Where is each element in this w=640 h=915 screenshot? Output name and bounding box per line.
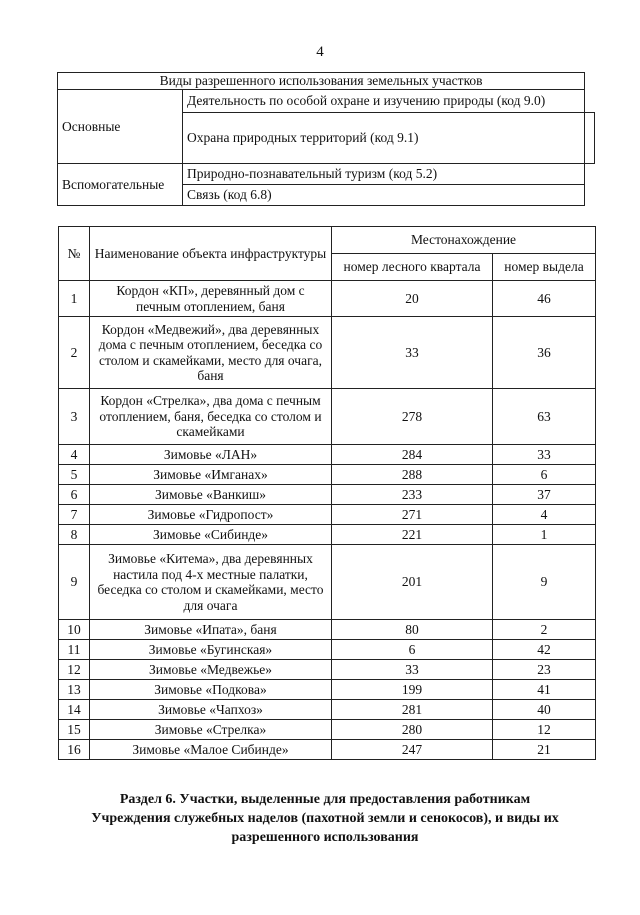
table-row (59, 680, 596, 700)
object-name: Зимовье «Сибинде» (90, 525, 332, 545)
table-row (59, 720, 596, 740)
header-num: № (59, 227, 90, 281)
object-name: Зимовье «Чапхоз» (90, 700, 332, 720)
forest-quarter: 20 (332, 281, 493, 317)
forest-section: 1 (493, 525, 596, 545)
forest-section: 41 (493, 680, 596, 700)
aux-use-item: Связь (код 6.8) (183, 185, 585, 206)
forest-quarter: 199 (332, 680, 493, 700)
object-name: Зимовье «Китема», два деревянных настила под 4-х местные палатки, беседка со столом и скамейками, место для очага (90, 545, 332, 620)
row-number: 16 (59, 740, 90, 760)
row-number: 12 (59, 660, 90, 680)
forest-section: 4 (493, 505, 596, 525)
forest-section: 6 (493, 465, 596, 485)
forest-section: 63 (493, 389, 596, 445)
forest-quarter: 33 (332, 660, 493, 680)
row-number: 10 (59, 620, 90, 640)
forest-quarter: 33 (332, 317, 493, 389)
forest-quarter: 280 (332, 720, 493, 740)
page-number: 4 (316, 44, 324, 60)
forest-section: 9 (493, 545, 596, 620)
header-name: Наименование объекта инфраструктуры (90, 227, 332, 281)
header-location: Местонахождение (332, 227, 596, 254)
object-name: Зимовье «ЛАН» (90, 445, 332, 465)
table-row (59, 389, 596, 445)
object-name: Зимовье «Ванкиш» (90, 485, 332, 505)
aux-use-item: Природно-познавательный туризм (код 5.2) (183, 164, 585, 185)
object-name: Зимовье «Стрелка» (90, 720, 332, 740)
main-use-item: Деятельность по особой охране и изучению природы (код 9.0) (183, 90, 585, 113)
aux-uses-label: Вспомогательные (58, 164, 183, 206)
object-name: Кордон «Медвежий», два деревянных дома с печным отоплением, беседка со столом и скамейками, место для очага, баня (90, 317, 332, 389)
forest-section: 40 (493, 700, 596, 720)
row-number: 11 (59, 640, 90, 660)
object-name: Кордон «Стрелка», два дома с печным отоплением, баня, беседка со столом и скамейками (90, 389, 332, 445)
table-row (59, 545, 596, 620)
object-name: Зимовье «Имганах» (90, 465, 332, 485)
table-row (59, 445, 596, 465)
infrastructure-table (58, 226, 596, 760)
object-name: Зимовье «Гидропост» (90, 505, 332, 525)
forest-section: 12 (493, 720, 596, 740)
object-name: Кордон «КП», деревянный дом с печным отоплением, баня (90, 281, 332, 317)
row-number: 15 (59, 720, 90, 740)
header-section: номер выдела (493, 254, 596, 281)
table-row (59, 620, 596, 640)
forest-quarter: 288 (332, 465, 493, 485)
row-number: 14 (59, 700, 90, 720)
uses-table-title: Виды разрешенного использования земельных участков (58, 73, 585, 90)
forest-quarter: 221 (332, 525, 493, 545)
table-row (59, 525, 596, 545)
table-row (59, 465, 596, 485)
object-name: Зимовье «Бугинская» (90, 640, 332, 660)
main-use-item: Охрана природных территорий (код 9.1) (183, 113, 585, 164)
forest-quarter: 278 (332, 389, 493, 445)
empty-cell (585, 113, 595, 164)
forest-section: 23 (493, 660, 596, 680)
row-number: 5 (59, 465, 90, 485)
row-number: 4 (59, 445, 90, 465)
table-row (59, 281, 596, 317)
forest-section: 42 (493, 640, 596, 660)
table-row (59, 740, 596, 760)
permitted-uses-table (57, 72, 595, 206)
forest-quarter: 80 (332, 620, 493, 640)
table-row (59, 317, 596, 389)
table-row (59, 485, 596, 505)
forest-section: 21 (493, 740, 596, 760)
forest-quarter: 233 (332, 485, 493, 505)
forest-quarter: 201 (332, 545, 493, 620)
forest-section: 33 (493, 445, 596, 465)
object-name: Зимовье «Медвежье» (90, 660, 332, 680)
forest-section: 46 (493, 281, 596, 317)
row-number: 7 (59, 505, 90, 525)
forest-quarter: 271 (332, 505, 493, 525)
forest-section: 37 (493, 485, 596, 505)
row-number: 8 (59, 525, 90, 545)
row-number: 2 (59, 317, 90, 389)
row-number: 3 (59, 389, 90, 445)
forest-quarter: 247 (332, 740, 493, 760)
table-row (59, 640, 596, 660)
object-name: Зимовье «Подкова» (90, 680, 332, 700)
row-number: 6 (59, 485, 90, 505)
header-quarter: номер лесного квартала (332, 254, 493, 281)
forest-quarter: 281 (332, 700, 493, 720)
main-uses-label: Основные (58, 90, 183, 164)
object-name: Зимовье «Ипата», баня (90, 620, 332, 640)
forest-quarter: 284 (332, 445, 493, 465)
row-number: 9 (59, 545, 90, 620)
forest-section: 2 (493, 620, 596, 640)
table-row (59, 660, 596, 680)
object-name: Зимовье «Малое Сибинде» (90, 740, 332, 760)
row-number: 13 (59, 680, 90, 700)
row-number: 1 (59, 281, 90, 317)
forest-section: 36 (493, 317, 596, 389)
section-heading: Раздел 6. Участки, выделенные для предоставления работникам Учреждения служебных наделов (пахотной земли и сенокосов), и виды их разрешенного использования (91, 792, 559, 845)
forest-quarter: 6 (332, 640, 493, 660)
table-row (59, 700, 596, 720)
table-row (59, 505, 596, 525)
